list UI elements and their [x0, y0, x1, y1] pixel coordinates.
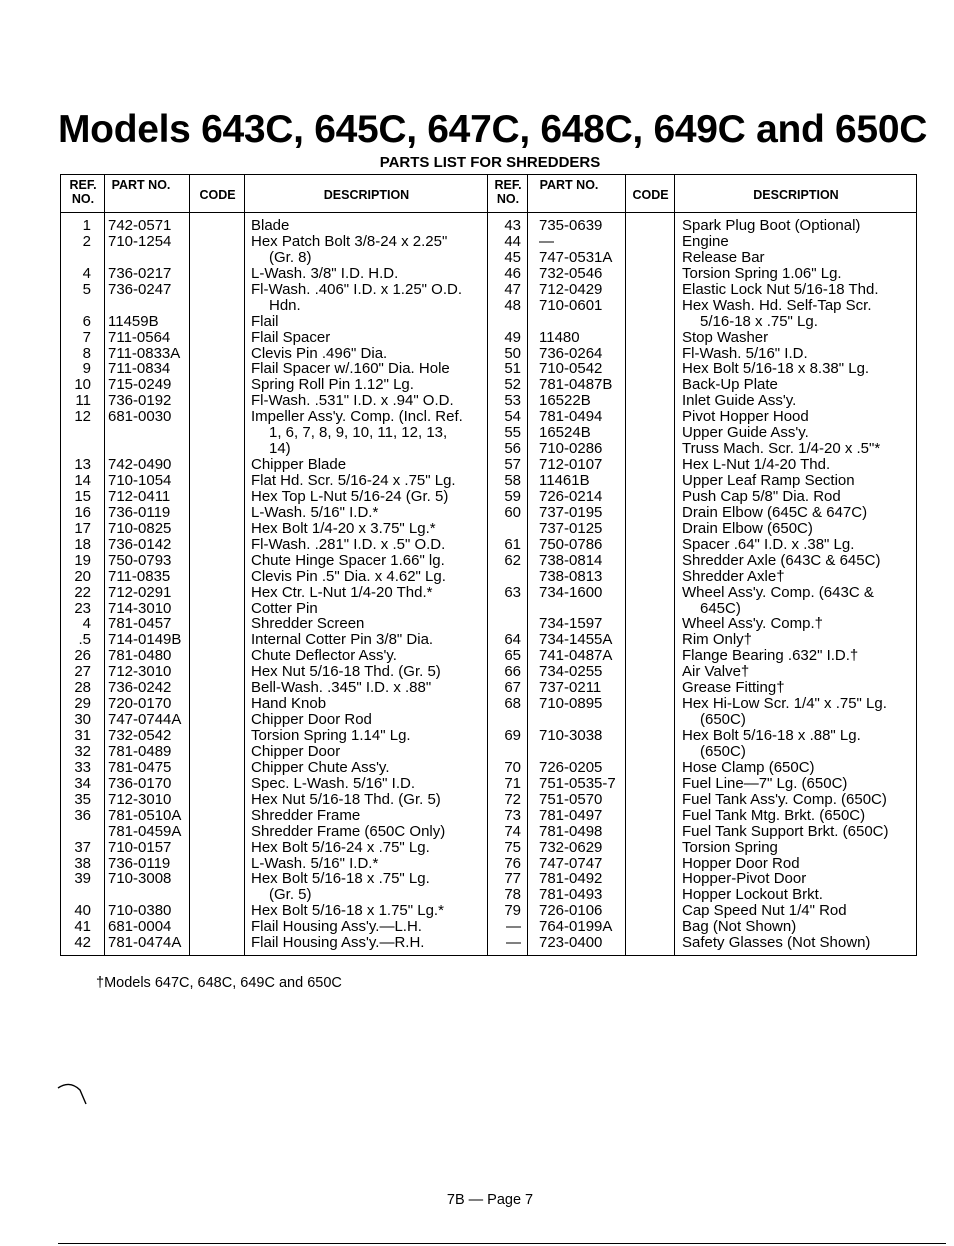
part-description: Hex Top L-Nut 5/16-24 (Gr. 5) [251, 487, 449, 505]
part-description: Torsion Spring 1.14" Lg. [251, 727, 411, 744]
part-number: 734-0255 [539, 663, 603, 681]
part-number: 712-3010 [108, 663, 172, 681]
ref-number: 14 [74, 472, 91, 489]
ref-number: 49 [504, 328, 521, 346]
part-number: — [539, 232, 554, 250]
part-number: 781-0474A [108, 934, 182, 952]
part-description: Safety Glasses (Not Shown) [682, 934, 871, 952]
part-description: L-Wash. 5/16" I.D.* [251, 503, 379, 521]
part-description: Hex Bolt 5/16-24 x .75" Lg. [251, 838, 430, 856]
part-number: 720-0170 [108, 695, 172, 713]
part-number: 781-0487B [539, 376, 613, 394]
ref-number: 36 [74, 806, 91, 824]
part-description: L-Wash. 3/8" I.D. H.D. [251, 264, 399, 282]
part-description: Internal Cotter Pin 3/8" Dia. [251, 631, 434, 649]
part-number: 750-0786 [539, 535, 603, 553]
part-number: 710-0542 [539, 360, 603, 378]
part-description: Hex Bolt 1/4-20 x 3.75" Lg.* [251, 519, 436, 537]
part-number: 747-0744A [108, 711, 182, 729]
footnote: †Models 647C, 648C, 649C and 650C [96, 975, 342, 991]
part-description: Hex Ctr. L-Nut 1/4-20 Thd.* [251, 583, 433, 601]
part-description: 645C) [700, 599, 741, 617]
part-number: 712-0411 [108, 487, 171, 505]
part-description: Wheel Ass'y. Comp.† [682, 615, 823, 633]
ref-number: 58 [504, 472, 521, 489]
ref-number: 26 [74, 647, 91, 665]
part-description: Fuel Tank Ass'y. Comp. (650C) [682, 790, 887, 808]
part-number: 711-0834 [108, 360, 171, 378]
part-description: Bell-Wash. .345" I.D. x .88" [251, 679, 432, 697]
part-description: Hdn. [269, 296, 301, 314]
part-description: Chipper Blade [251, 456, 347, 474]
ref-number: 41 [74, 918, 91, 936]
ref-number: 42 [74, 934, 91, 952]
ref-number: 46 [504, 264, 521, 282]
part-description: (Gr. 8) [269, 248, 312, 266]
part-description: Elastic Lock Nut 5/16-18 Thd. [682, 280, 879, 298]
part-description: Flat Hd. Scr. 5/16-24 x .75" Lg. [251, 472, 456, 489]
part-description: Inlet Guide Ass'y. [682, 392, 797, 410]
ref-number: 71 [504, 774, 521, 792]
part-number: 732-0542 [108, 727, 172, 744]
part-description: Hex Nut 5/16-18 Thd. (Gr. 5) [251, 663, 441, 681]
part-description: Hex Wash. Hd. Self-Tap Scr. [682, 296, 872, 314]
part-description: Hopper Door Rod [682, 854, 800, 872]
part-description: Release Bar [682, 248, 765, 266]
ref-number: 15 [74, 487, 91, 505]
ref-number: 56 [504, 440, 521, 458]
part-number: 710-0380 [108, 902, 172, 920]
part-number: 16522B [539, 392, 591, 410]
ref-number: — [506, 934, 521, 952]
part-description: Shredder Frame [251, 806, 361, 824]
ref-number: 4 [82, 264, 91, 282]
part-number: 747-0747 [539, 854, 603, 872]
part-number: 681-0004 [108, 918, 172, 936]
part-number: 737-0195 [539, 503, 603, 521]
part-number: 738-0814 [539, 551, 603, 569]
part-description: Push Cap 5/8" Dia. Rod [682, 487, 841, 505]
ref-number: 30 [74, 711, 91, 729]
header-ref-no: REF. NO. [494, 178, 522, 206]
ref-number: 29 [74, 695, 91, 713]
part-description: Chipper Door [251, 742, 341, 760]
ref-number: 5 [82, 280, 91, 298]
part-number: 736-0264 [539, 344, 603, 362]
part-description: 1, 6, 7, 8, 9, 10, 11, 12, 13, [269, 424, 448, 442]
part-description: Hex Hi-Low Scr. 1/4" x .75" Lg. [682, 695, 887, 713]
ref-number: 62 [504, 551, 521, 569]
part-description: Pivot Hopper Hood [682, 408, 809, 426]
part-number: 751-0570 [539, 790, 603, 808]
ref-number: 39 [74, 870, 91, 888]
part-number: 726-0106 [539, 902, 603, 920]
header-part-no: PART NO. [539, 178, 599, 192]
part-number: 710-0825 [108, 519, 172, 537]
part-description: Rim Only† [682, 631, 753, 649]
ref-number: 72 [504, 790, 521, 808]
part-number: 714-3010 [108, 599, 172, 617]
ref-number: 79 [504, 902, 521, 920]
part-description: Stop Washer [682, 328, 769, 346]
ref-number: 51 [504, 360, 521, 378]
part-number: 711-0833A [108, 344, 181, 362]
part-description: Flail Spacer w/.160" Dia. Hole [251, 360, 450, 378]
part-number: 732-0629 [539, 838, 603, 856]
part-number: 747-0531A [539, 248, 613, 266]
part-description: Hex Patch Bolt 3/8-24 x 2.25" [251, 232, 448, 250]
part-number: 781-0494 [539, 408, 603, 426]
part-description: Truss Mach. Scr. 1/4-20 x .5"* [682, 440, 881, 458]
part-description: Flail [251, 312, 279, 330]
part-number: 734-1597 [539, 615, 603, 633]
ref-number: 12 [74, 408, 91, 426]
ref-number: 16 [74, 503, 91, 521]
ref-number: 61 [504, 535, 521, 553]
part-description: Drain Elbow (645C & 647C) [682, 503, 868, 521]
header-code: CODE [199, 188, 236, 202]
part-description: Torsion Spring 1.06" Lg. [682, 264, 842, 282]
ref-number: 13 [74, 456, 91, 474]
part-number: 735-0639 [539, 217, 603, 234]
part-description: Flail Spacer [251, 328, 331, 346]
part-description: Hose Clamp (650C) [682, 758, 815, 776]
part-number: 737-0125 [539, 519, 603, 537]
ref-number: 48 [504, 296, 521, 314]
part-number: 750-0793 [108, 551, 172, 569]
part-description: Air Valve† [682, 663, 750, 681]
part-description: Spacer .64" I.D. x .38" Lg. [682, 535, 855, 553]
ref-number: 66 [504, 663, 521, 681]
part-number: 734-1455A [539, 631, 613, 649]
part-description: Hopper Lockout Brkt. [682, 886, 823, 904]
part-number: 742-0571 [108, 217, 172, 234]
ref-number: 64 [504, 631, 521, 649]
part-description: Hand Knob [251, 695, 327, 713]
part-number: 11480 [539, 328, 580, 346]
part-number: 710-1254 [108, 232, 172, 250]
ref-number: 6 [82, 312, 91, 330]
ref-number: 60 [504, 503, 521, 521]
column-divider [189, 174, 190, 956]
part-number: 738-0813 [539, 567, 603, 585]
ref-number: 63 [504, 583, 521, 601]
ref-number: 17 [74, 519, 91, 537]
ref-number: 70 [504, 758, 521, 776]
part-number: 712-0107 [539, 456, 603, 474]
part-description: Shredder Axle (643C & 645C) [682, 551, 881, 569]
ref-number: 31 [74, 727, 91, 744]
part-description: Wheel Ass'y. Comp. (643C & [682, 583, 874, 601]
part-description: Fl-Wash. .281" I.D. x .5" O.D. [251, 535, 446, 553]
ref-number: 35 [74, 790, 91, 808]
part-description: Clevis Pin .5" Dia. x 4.62" Lg. [251, 567, 446, 585]
ref-number: — [506, 918, 521, 936]
part-description: Chute Deflector Ass'y. [251, 647, 397, 665]
ref-number: 18 [74, 535, 91, 553]
part-description: Spark Plug Boot (Optional) [682, 217, 861, 234]
ref-number: 2 [82, 232, 91, 250]
part-description: (650C) [700, 742, 746, 760]
part-description: Hopper-Pivot Door [682, 870, 807, 888]
part-number: 781-0493 [539, 886, 603, 904]
ref-number: 76 [504, 854, 521, 872]
ref-number: 20 [74, 567, 91, 585]
part-number: 764-0199A [539, 918, 613, 936]
part-description: Hex L-Nut 1/4-20 Thd. [682, 456, 831, 474]
part-description: Spring Roll Pin 1.12" Lg. [251, 376, 414, 394]
part-description: Chute Hinge Spacer 1.66" lg. [251, 551, 445, 569]
ref-number: 19 [74, 551, 91, 569]
part-number: 714-0149B [108, 631, 182, 649]
ref-number: 34 [74, 774, 91, 792]
ref-number: 4 [82, 615, 91, 633]
part-number: 736-0142 [108, 535, 172, 553]
ref-number: 75 [504, 838, 521, 856]
part-number: 711-0835 [108, 567, 171, 585]
part-description: Back-Up Plate [682, 376, 778, 394]
part-number: 11459B [108, 312, 159, 330]
ref-number: 1 [82, 217, 91, 234]
part-description: Cap Speed Nut 1/4" Rod [682, 902, 847, 920]
part-number: 732-0546 [539, 264, 603, 282]
header-code: CODE [632, 188, 669, 202]
column-divider [487, 174, 488, 956]
ref-number: 67 [504, 679, 521, 697]
ref-number: 50 [504, 344, 521, 362]
ref-number: 53 [504, 392, 521, 410]
header-description: DESCRIPTION [323, 188, 410, 202]
part-number: 11461B [539, 472, 590, 489]
part-number: 681-0030 [108, 408, 172, 426]
stray-mark-icon [56, 1080, 90, 1110]
part-description: Drain Elbow (650C) [682, 519, 813, 537]
part-description: Clevis Pin .496" Dia. [251, 344, 388, 362]
ref-number: .5 [78, 631, 91, 649]
part-description: Blade [251, 217, 290, 234]
part-number: 710-0157 [108, 838, 172, 856]
part-number: 781-0492 [539, 870, 603, 888]
part-description: Shredder Frame (650C Only) [251, 822, 446, 840]
ref-number: 33 [74, 758, 91, 776]
part-number: 781-0475 [108, 758, 172, 776]
part-description: 14) [269, 440, 291, 458]
ref-number: 32 [74, 742, 91, 760]
part-description: Flail Housing Ass'y.—L.H. [251, 918, 422, 936]
part-number: 715-0249 [108, 376, 172, 394]
ref-number: 47 [504, 280, 521, 298]
part-description: Shredder Axle† [682, 567, 785, 585]
ref-number: 11 [75, 392, 91, 410]
part-number: 736-0170 [108, 774, 172, 792]
part-description: Upper Guide Ass'y. [682, 424, 809, 442]
ref-number: 23 [74, 599, 91, 617]
page-number: 7B — Page 7 [446, 1192, 534, 1208]
header-part-no: PART NO. [111, 178, 171, 192]
part-number: 710-1054 [108, 472, 172, 489]
part-number: 734-1600 [539, 583, 603, 601]
ref-number: 28 [74, 679, 91, 697]
part-description: Fuel Line—7" Lg. (650C) [682, 774, 848, 792]
table-subtitle: PARTS LIST FOR SHREDDERS [379, 154, 601, 171]
part-description: Fl-Wash. .531" I.D. x .94" O.D. [251, 392, 454, 410]
part-number: 711-0564 [108, 328, 171, 346]
ref-number: 40 [74, 902, 91, 920]
part-number: 723-0400 [539, 934, 603, 952]
part-description: Grease Fitting† [682, 679, 785, 697]
ref-number: 10 [74, 376, 91, 394]
column-divider [674, 174, 675, 956]
part-number: 741-0487A [539, 647, 613, 665]
ref-number: 73 [504, 806, 521, 824]
part-number: 781-0510A [108, 806, 182, 824]
column-divider [527, 174, 528, 956]
ref-number: 22 [74, 583, 91, 601]
part-number: 710-0286 [539, 440, 603, 458]
part-description: Hex Bolt 5/16-18 x 8.38" Lg. [682, 360, 870, 378]
part-number: 712-3010 [108, 790, 172, 808]
part-number: 781-0489 [108, 742, 172, 760]
part-description: Chipper Door Rod [251, 711, 372, 729]
part-description: L-Wash. 5/16" I.D.* [251, 854, 379, 872]
part-description: Upper Leaf Ramp Section [682, 472, 855, 489]
part-description: Fl-Wash. .406" I.D. x 1.25" O.D. [251, 280, 462, 298]
part-description: Chipper Chute Ass'y. [251, 758, 390, 776]
part-number: 710-0601 [539, 296, 603, 314]
part-number: 781-0459A [108, 822, 182, 840]
part-description: Fuel Tank Support Brkt. (650C) [682, 822, 889, 840]
ref-number: 78 [504, 886, 521, 904]
part-number: 710-3008 [108, 870, 172, 888]
part-description: (Gr. 5) [269, 886, 312, 904]
part-number: 736-0192 [108, 392, 172, 410]
part-description: Hex Bolt 5/16-18 x .75" Lg. [251, 870, 430, 888]
part-number: 726-0214 [539, 487, 603, 505]
part-number: 781-0480 [108, 647, 172, 665]
part-description: Flail Housing Ass'y.—R.H. [251, 934, 425, 952]
part-number: 737-0211 [539, 679, 602, 697]
part-number: 736-0217 [108, 264, 172, 282]
part-description: Shredder Screen [251, 615, 365, 633]
ref-number: 59 [504, 487, 521, 505]
part-number: 781-0498 [539, 822, 603, 840]
ref-number: 9 [82, 360, 91, 378]
ref-number: 55 [504, 424, 521, 442]
part-description: Cotter Pin [251, 599, 318, 617]
part-description: Hex Nut 5/16-18 Thd. (Gr. 5) [251, 790, 441, 808]
column-divider [244, 174, 245, 956]
part-number: 736-0242 [108, 679, 172, 697]
ref-number: 74 [504, 822, 521, 840]
part-number: 781-0497 [539, 806, 603, 824]
ref-number: 43 [504, 217, 521, 234]
part-description: Spec. L-Wash. 5/16" I.D. [251, 774, 416, 792]
part-number: 710-3038 [539, 727, 603, 744]
ref-number: 54 [504, 408, 521, 426]
column-divider [104, 174, 105, 956]
part-number: 736-0119 [108, 503, 171, 521]
part-number: 712-0429 [539, 280, 603, 298]
part-number: 781-0457 [108, 615, 172, 633]
part-description: Fl-Wash. 5/16" I.D. [682, 344, 808, 362]
part-number: 710-0895 [539, 695, 603, 713]
ref-number: 45 [504, 248, 521, 266]
ref-number: 7 [82, 328, 91, 346]
part-description: Fuel Tank Mtg. Brkt. (650C) [682, 806, 866, 824]
ref-number: 44 [504, 232, 521, 250]
ref-number: 8 [82, 344, 91, 362]
part-description: (650C) [700, 711, 746, 729]
part-description: Hex Bolt 5/16-18 x 1.75" Lg.* [251, 902, 444, 920]
page-title: Models 643C, 645C, 647C, 648C, 649C and 650C [58, 108, 928, 151]
part-number: 742-0490 [108, 456, 172, 474]
part-number: 736-0247 [108, 280, 172, 298]
part-description: Engine [682, 232, 729, 250]
ref-number: 38 [74, 854, 91, 872]
ref-number: 57 [504, 456, 521, 474]
ref-number: 77 [504, 870, 521, 888]
ref-number: 52 [504, 376, 521, 394]
part-number: 16524B [539, 424, 591, 442]
ref-number: 27 [74, 663, 91, 681]
ref-number: 69 [504, 727, 521, 744]
column-divider [625, 174, 626, 956]
header-description: DESCRIPTION [753, 188, 839, 202]
part-description: Bag (Not Shown) [682, 918, 797, 936]
ref-number: 37 [74, 838, 91, 856]
part-number: 751-0535-7 [539, 774, 616, 792]
part-description: 5/16-18 x .75" Lg. [700, 312, 818, 330]
ref-number: 65 [504, 647, 521, 665]
part-description: Impeller Ass'y. Comp. (Incl. Ref. [251, 408, 463, 426]
part-description: Torsion Spring [682, 838, 778, 856]
part-number: 736-0119 [108, 854, 171, 872]
part-number: 712-0291 [108, 583, 172, 601]
bottom-rule [58, 1243, 946, 1244]
header-ref-no: REF. NO. [69, 178, 97, 206]
part-description: Hex Bolt 5/16-18 x .88" Lg. [682, 727, 861, 744]
ref-number: 68 [504, 695, 521, 713]
part-number: 726-0205 [539, 758, 603, 776]
part-description: Flange Bearing .632" I.D.† [682, 647, 859, 665]
